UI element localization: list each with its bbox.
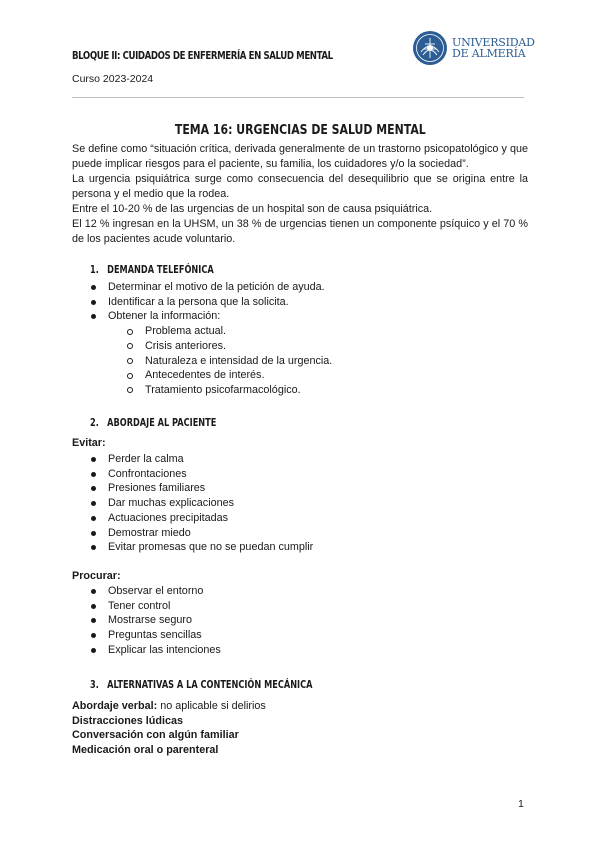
verbal-note: no aplicable si delirios	[157, 700, 266, 712]
list-item: Identificar a la persona que la solicita.	[90, 295, 332, 310]
university-name	[452, 37, 535, 59]
list-item: Mostrarse seguro	[90, 613, 221, 628]
avoid-label: Evitar:	[72, 437, 106, 449]
section-number: 2.	[90, 417, 99, 429]
section-heading-1	[90, 264, 214, 276]
list-item: Tener control	[90, 599, 221, 614]
intro-text	[72, 142, 528, 247]
list-item	[72, 743, 266, 758]
alternatives-list	[72, 699, 266, 758]
sub-list-item: Crisis anteriores.	[90, 339, 332, 354]
list-item: Demostrar miedo	[90, 526, 313, 541]
header-title: BLOQUE II: CUIDADOS DE ENFERMERÍA EN SALUD MENTAL	[72, 50, 333, 62]
list-item: Dar muchas explicaciones	[90, 496, 313, 511]
list-item: Evitar promesas que no se puedan cumplir	[90, 540, 313, 555]
section-number: 3.	[90, 679, 99, 691]
logo-line-2: DE ALMERÍA	[452, 47, 526, 60]
section-number: 1.	[90, 264, 99, 276]
list-item: Presiones familiares	[90, 481, 313, 496]
list-item-text: Distracciones lúdicas	[72, 714, 184, 727]
section-title: ALTERNATIVAS A LA CONTENCIÓN MECÁNICA	[107, 679, 313, 691]
intro-paragraph: Se define como “situación crítica, derivada generalmente de un trastorno psicopatológico y que puede implicar riesgos para el paciente, su familia, los cuidadores y/o la sociedad”.	[72, 143, 528, 170]
course-label: Curso 2023-2024	[72, 73, 154, 85]
list-item: Preguntas sencillas	[90, 628, 221, 643]
logo-line-1: UNIVERSIDAD	[452, 36, 535, 49]
list-item: Actuaciones precipitadas	[90, 511, 313, 526]
list-item: Confrontaciones	[90, 467, 313, 482]
sub-list-item: Naturaleza e intensidad de la urgencia.	[90, 354, 332, 369]
list-item: Observar el entorno	[90, 584, 221, 599]
phone-demand-list	[90, 280, 332, 398]
intro-paragraph: El 12 % ingresan en la UHSM, un 38 % de urgencias tienen un componente psíquico y el 70 % de los pacientes acude voluntario.	[72, 218, 528, 245]
intro-paragraph: La urgencia psiquiátrica surge como consecuencia del desequilibrio que se origina entre la persona y el medio que la rodea.	[72, 173, 528, 200]
list-item: Obtener la información:	[90, 309, 332, 324]
list-item: Perder la calma	[90, 452, 313, 467]
section-heading-3	[90, 679, 312, 691]
list-item: Determinar el motivo de la petición de ayuda.	[90, 280, 332, 295]
seek-list	[90, 584, 221, 658]
seek-label: Procurar:	[72, 570, 121, 582]
sub-list-item: Antecedentes de interés.	[90, 368, 332, 383]
document-title-text: TEMA 16: URGENCIAS DE SALUD MENTAL	[174, 123, 426, 138]
list-item-text: Medicación oral o parenteral	[72, 744, 219, 757]
list-item	[72, 699, 266, 714]
university-logo	[412, 28, 535, 68]
avoid-list	[90, 452, 313, 555]
page-number: 1	[518, 798, 524, 810]
list-item: Explicar las intenciones	[90, 643, 221, 658]
verbal-label: Abordaje verbal:	[72, 700, 158, 712]
university-seal-icon	[412, 30, 448, 66]
header-divider	[72, 97, 524, 98]
section-heading-2	[90, 417, 216, 429]
list-item	[72, 728, 266, 743]
intro-paragraph: Entre el 10-20 % de las urgencias de un hospital son de causa psiquiátrica.	[72, 203, 433, 215]
section-title: DEMANDA TELEFÓNICA	[107, 264, 214, 276]
sub-list-item: Problema actual.	[90, 324, 332, 339]
document-title	[0, 123, 600, 138]
list-item	[72, 714, 266, 729]
list-item-text: Conversación con algún familiar	[72, 729, 239, 742]
sub-list-item: Tratamiento psicofarmacológico.	[90, 383, 332, 398]
section-title: ABORDAJE AL PACIENTE	[107, 417, 217, 429]
